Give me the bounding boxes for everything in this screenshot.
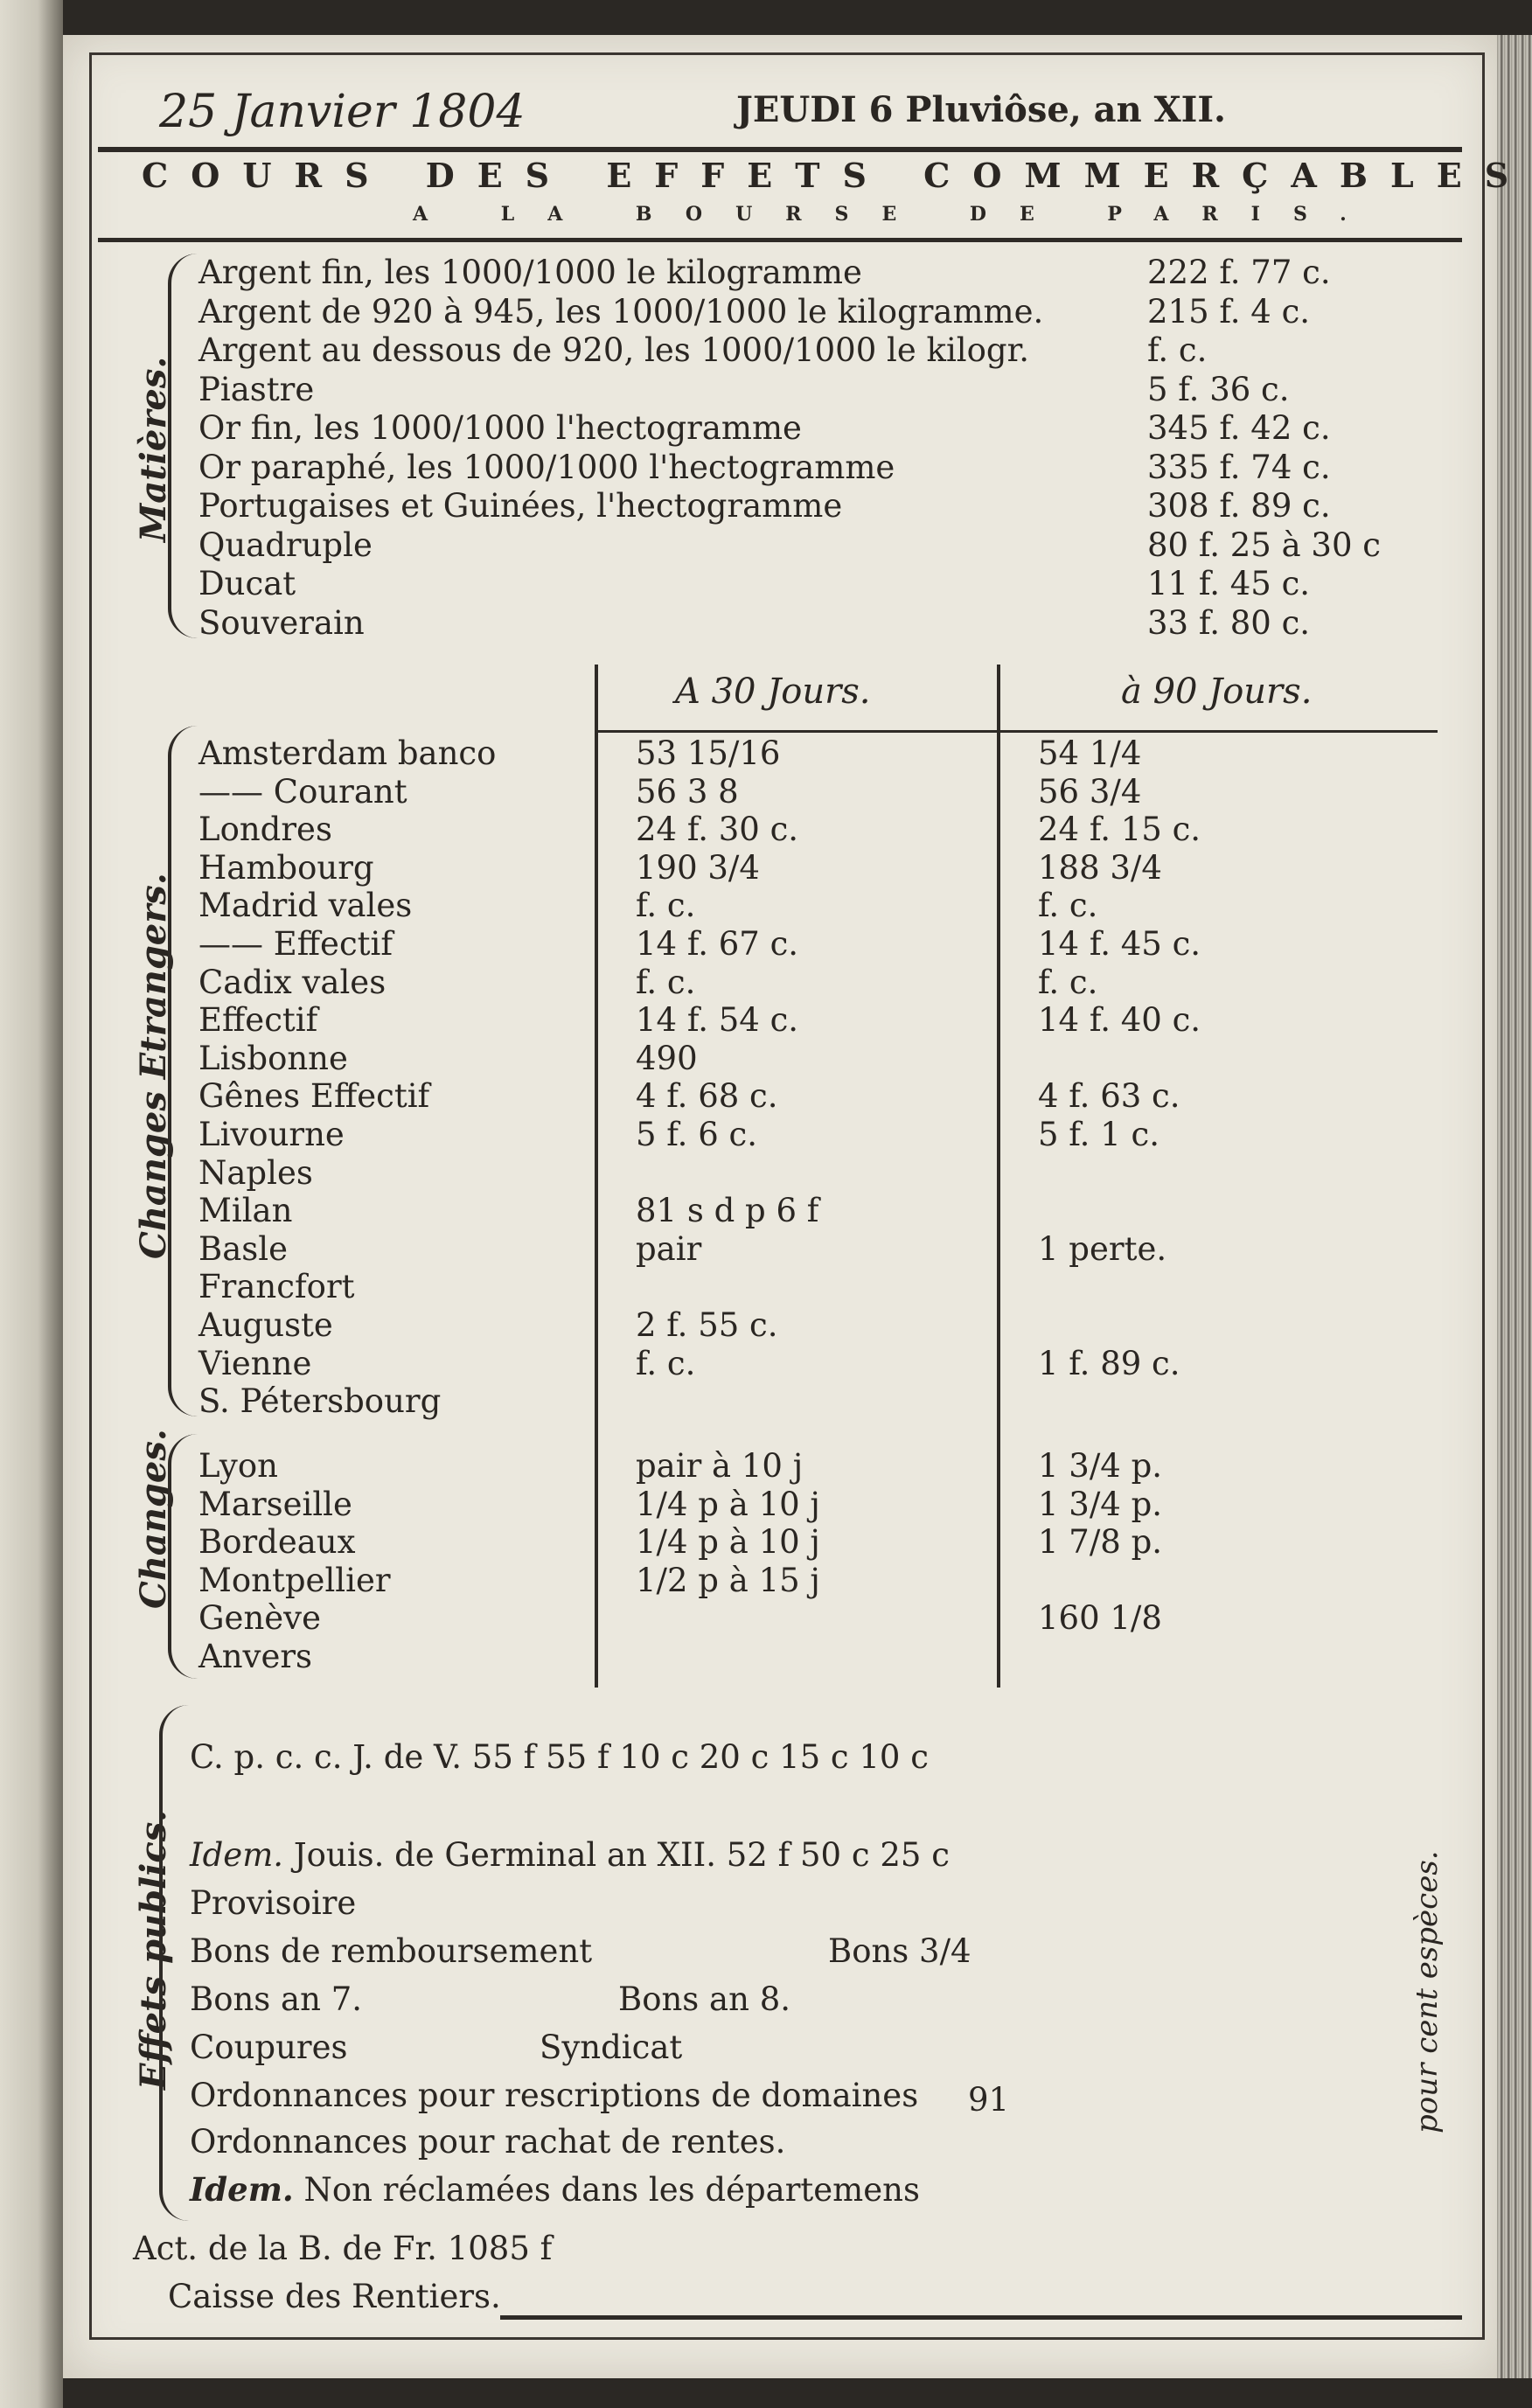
changes_etrangers-row-label: —— Effectif: [198, 925, 393, 963]
page-subtitle: A LA BOURSE DE PARIS.: [413, 203, 1380, 226]
changes-row-30-jours: 1/2 p à 15 j: [636, 1561, 820, 1599]
subheader-rule: [98, 238, 1462, 242]
section-label-effets-publics: Effets publics.: [133, 1809, 174, 2090]
brace-effets-publics: [159, 1705, 189, 2221]
changes_etrangers-row-30-jours: 14 f. 54 c.: [636, 1001, 799, 1040]
changes-row-90-jours: 1 3/4 p.: [1038, 1485, 1163, 1523]
changes-row-30-jours: pair à 10 j: [636, 1447, 804, 1485]
matieres-row-value: f. c.: [1147, 331, 1208, 369]
effets-provisoire: Provisoire: [190, 1884, 357, 1922]
changes_etrangers-row-label: Londres: [198, 811, 332, 849]
matieres-row-value: 222 f. 77 c.: [1147, 254, 1331, 291]
matieres-row-label: Argent au dessous de 920, les 1000/1000 le kilogr.: [198, 331, 1029, 369]
changes_etrangers-row-90-jours: f. c.: [1038, 963, 1098, 1001]
changes-row-label: Anvers: [198, 1638, 313, 1675]
changes_etrangers-row-90-jours: 24 f. 15 c.: [1038, 811, 1201, 849]
matieres-row-label: Ducat: [198, 565, 296, 602]
changes_etrangers-row-90-jours: 14 f. 45 c.: [1038, 925, 1201, 963]
non-reclamees-text: Non réclamées dans les départemens: [303, 2171, 920, 2209]
changes_etrangers-row-label: Naples: [198, 1153, 313, 1192]
changes_etrangers-row-label: Lisbonne: [198, 1039, 348, 1077]
matieres-row-label: Souverain: [198, 603, 365, 642]
changes_etrangers-row-90-jours: f. c.: [1038, 887, 1098, 925]
changes_etrangers-row-label: Gênes Effectif: [198, 1077, 430, 1116]
changes_etrangers-row-90-jours: 54 1/4: [1038, 734, 1142, 772]
effets-bons-an8: Bons an 8.: [618, 1980, 790, 2018]
changes-row-30-jours: 1/4 p à 10 j: [636, 1485, 820, 1523]
changes_etrangers-row-30-jours: 24 f. 30 c.: [636, 811, 799, 849]
changes_etrangers-row-30-jours: 81 s d p 6 f: [636, 1192, 819, 1230]
effets-syndicat: Syndicat: [540, 2029, 683, 2066]
matieres-row-value: 308 f. 89 c.: [1147, 487, 1331, 525]
matieres-row-label: Portugaises et Guinées, l'hectogramme: [198, 487, 843, 525]
effets-line-idem-jouis: [190, 1836, 950, 1874]
effets-ordonnances-rescriptions: Ordonnances pour rescriptions de domaines: [190, 2077, 919, 2114]
changes_etrangers-row-30-jours: 490: [636, 1039, 698, 1077]
brace-changes-etrangers: [168, 726, 198, 1416]
changes_etrangers-row-label: Milan: [198, 1192, 293, 1230]
changes_etrangers-row-label: Auguste: [198, 1306, 333, 1344]
effets-bons-an7: Bons an 7.: [190, 1980, 362, 2018]
changes_etrangers-row-30-jours: 56 3 8: [636, 772, 739, 811]
effets-bons-remboursement: Bons de remboursement: [190, 1932, 593, 1970]
effets-coupures: Coupures: [190, 2029, 348, 2066]
changes-row-90-jours: 1 3/4 p.: [1038, 1447, 1163, 1485]
changes_etrangers-row-30-jours: 14 f. 67 c.: [636, 925, 799, 963]
changes-row-90-jours: 1 7/8 p.: [1038, 1523, 1163, 1562]
changes_etrangers-row-label: Basle: [198, 1229, 288, 1268]
column-divider-right: [997, 665, 1000, 1688]
idem-jouis-text: Jouis. de Germinal an XII. 52 f 50 c 25 c: [293, 1836, 950, 1874]
column-header-30: A 30 Jours.: [675, 672, 871, 712]
footer-act: Act. de la B. de Fr. 1085 f: [133, 2230, 553, 2267]
ledger-page: [63, 35, 1532, 2378]
section-label-matieres: Matières.: [133, 356, 174, 542]
brace-matieres: [168, 254, 198, 638]
matieres-row-value: 11 f. 45 c.: [1147, 565, 1311, 602]
changes_etrangers-row-30-jours: 4 f. 68 c.: [636, 1077, 778, 1116]
effets-line-cpcc: C. p. c. c. J. de V. 55 f 55 f 10 c 20 c 15 c 10 c: [190, 1738, 929, 1776]
changes-row-label: Lyon: [198, 1447, 278, 1485]
changes_etrangers-row-30-jours: pair: [636, 1229, 702, 1268]
changes_etrangers-row-90-jours: 5 f. 1 c.: [1038, 1116, 1159, 1153]
changes_etrangers-row-90-jours: 188 3/4: [1038, 848, 1162, 887]
changes-row-label: Bordeaux: [198, 1523, 356, 1562]
changes_etrangers-row-label: Amsterdam banco: [198, 734, 497, 772]
section-label-changes: Changes.: [133, 1429, 174, 1609]
changes_etrangers-row-90-jours: 1 perte.: [1038, 1229, 1167, 1268]
matieres-row-value: 215 f. 4 c.: [1147, 292, 1311, 331]
changes_etrangers-row-label: Francfort: [198, 1268, 355, 1306]
changes_etrangers-row-30-jours: f. c.: [636, 887, 696, 925]
changes_etrangers-row-label: S. Pétersbourg: [198, 1382, 442, 1421]
changes_etrangers-row-30-jours: f. c.: [636, 963, 696, 1001]
column-header-rule-90: [1000, 730, 1438, 733]
effets-bons-34: Bons 3/4: [828, 1932, 971, 1970]
changes_etrangers-row-label: Livourne: [198, 1116, 345, 1153]
changes_etrangers-row-30-jours: 5 f. 6 c.: [636, 1116, 757, 1153]
changes_etrangers-row-30-jours: f. c.: [636, 1344, 696, 1382]
changes_etrangers-row-label: —— Courant: [198, 772, 407, 811]
changes-row-30-jours: 1/4 p à 10 j: [636, 1523, 820, 1562]
changes-row-90-jours: 160 1/8: [1038, 1599, 1162, 1638]
changes_etrangers-row-30-jours: 53 15/16: [636, 734, 781, 772]
changes_etrangers-row-30-jours: 2 f. 55 c.: [636, 1306, 778, 1344]
matieres-row-value: 80 f. 25 à 30 c: [1147, 525, 1381, 564]
matieres-row-label: Or fin, les 1000/1000 l'hectogramme: [198, 409, 802, 447]
changes_etrangers-row-label: Vienne: [198, 1344, 312, 1382]
matieres-row-label: Argent de 920 à 945, les 1000/1000 le kilogramme.: [198, 292, 1044, 331]
brace-changes: [168, 1434, 198, 1679]
changes_etrangers-row-90-jours: 56 3/4: [1038, 772, 1142, 811]
changes-row-label: Marseille: [198, 1485, 352, 1523]
changes_etrangers-row-label: Cadix vales: [198, 963, 386, 1001]
effets-ordonnances-rachat: Ordonnances pour rachat de rentes.: [190, 2123, 786, 2161]
changes_etrangers-row-label: Effectif: [198, 1001, 318, 1040]
changes_etrangers-row-90-jours: 4 f. 63 c.: [1038, 1077, 1180, 1116]
section-label-changes-etrangers: Changes Etrangers.: [133, 873, 174, 1259]
column-header-rule-30: [598, 730, 997, 733]
matieres-row-label: Quadruple: [198, 525, 373, 564]
effets-idem-non-reclamees: [190, 2170, 920, 2209]
matieres-row-label: Piastre: [198, 370, 315, 408]
matieres-row-value: 345 f. 42 c.: [1147, 409, 1331, 447]
column-divider-left: [595, 665, 598, 1688]
matieres-row-value: 335 f. 74 c.: [1147, 448, 1331, 486]
changes_etrangers-row-label: Madrid vales: [198, 887, 413, 925]
idem2-italic: Idem.: [190, 2170, 294, 2209]
side-note: pour cent espèces.: [1410, 1850, 1445, 2133]
matieres-row-label: Or paraphé, les 1000/1000 l'hectogramme: [198, 448, 895, 486]
printed-date: JEUDI 6 Pluviôse, an XII.: [736, 89, 1226, 130]
changes_etrangers-row-90-jours: 14 f. 40 c.: [1038, 1001, 1201, 1040]
column-header-90: à 90 Jours.: [1121, 672, 1313, 712]
idem-italic: Idem.: [190, 1836, 284, 1874]
footer-caisse: Caisse des Rentiers.: [168, 2278, 501, 2315]
changes_etrangers-row-90-jours: 1 f. 89 c.: [1038, 1344, 1180, 1382]
matieres-row-value: 5 f. 36 c.: [1147, 370, 1290, 408]
page-title: COURS DES EFFETS COMMERÇABLES: [142, 156, 1532, 195]
changes-row-label: Genève: [198, 1599, 321, 1638]
matieres-row-label: Argent fin, les 1000/1000 le kilogramme: [198, 254, 862, 291]
page-edges: [1497, 35, 1532, 2378]
footer-rule: [500, 2315, 1462, 2320]
binding-strip: [0, 0, 63, 2408]
matieres-row-value: 33 f. 80 c.: [1147, 603, 1311, 642]
effets-ordonnances-rescriptions-value: 91: [968, 2081, 1010, 2119]
handwritten-date: 25 Janvier 1804: [159, 86, 526, 138]
header-rule: [98, 147, 1462, 152]
changes_etrangers-row-30-jours: 190 3/4: [636, 848, 760, 887]
changes_etrangers-row-label: Hambourg: [198, 848, 374, 887]
changes-row-label: Montpellier: [198, 1561, 391, 1599]
